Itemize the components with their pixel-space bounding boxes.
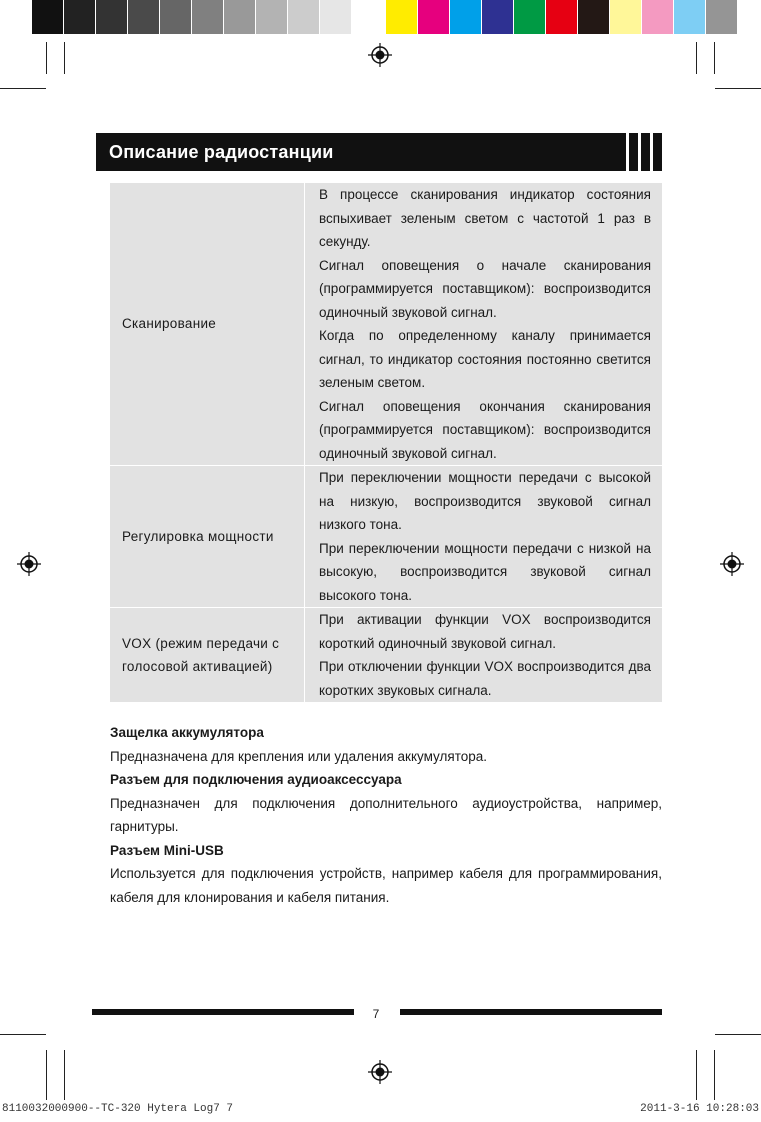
color-swatch xyxy=(610,0,642,34)
crop-mark xyxy=(0,1034,46,1035)
row-description xyxy=(305,466,663,608)
color-swatch xyxy=(96,0,128,34)
color-swatch xyxy=(128,0,160,34)
header-stripes xyxy=(626,133,662,171)
section-header xyxy=(96,133,662,171)
description-paragraph: При активации функции VOX воспроизводится короткий одиночный звуковой сигнал. xyxy=(319,612,651,651)
crop-mark xyxy=(696,42,697,74)
color-swatch xyxy=(482,0,514,34)
color-swatch xyxy=(674,0,706,34)
registration-mark-icon xyxy=(17,552,41,576)
description-paragraph: Сигнал оповещения о начале сканирования (программируется поставщиком): воспроизводится одиночный звуковой сигнал. xyxy=(319,257,651,320)
process-color-bar xyxy=(386,0,738,34)
color-swatch xyxy=(418,0,450,34)
crop-mark xyxy=(696,1050,697,1100)
color-swatch xyxy=(514,0,546,34)
row-label: Регулировка мощности xyxy=(110,466,305,608)
section-heading: Разъем для подключения аудиоаксессуара xyxy=(110,772,402,787)
crop-mark xyxy=(714,42,715,74)
section-heading: Защелка аккумулятора xyxy=(110,725,264,740)
registration-mark-icon xyxy=(368,43,392,67)
print-slug-file: 8110032000900--TC-320 Hytera Log7 7 xyxy=(2,1103,234,1115)
crop-mark xyxy=(715,88,761,89)
description-paragraph: При отключении функции VOX воспроизводится два коротких звуковых сигнала. xyxy=(319,659,651,698)
footer-rule-right xyxy=(400,1009,662,1015)
description-table xyxy=(110,183,662,702)
crop-mark xyxy=(715,1034,761,1035)
color-swatch xyxy=(642,0,674,34)
section-body: Используется для подключения устройств, например кабеля для программирования, кабеля для клонирования и кабеля питания. xyxy=(110,866,662,905)
grayscale-color-bar xyxy=(32,0,384,34)
section-body: Предназначен для подключения дополнительного аудиоустройства, например, гарнитуры. xyxy=(110,795,662,834)
crop-mark xyxy=(64,1050,65,1100)
row-description xyxy=(305,608,663,703)
print-slug-date: 2011-3-16 10:28:03 xyxy=(640,1103,759,1115)
color-swatch xyxy=(706,0,738,34)
color-swatch xyxy=(578,0,610,34)
color-swatch xyxy=(288,0,320,34)
table-row xyxy=(110,608,662,703)
description-paragraph: Сигнал оповещения окончания сканирования (программируется поставщиком): воспроизводится одиночный звуковой сигнал. xyxy=(319,398,651,461)
color-swatch xyxy=(160,0,192,34)
crop-mark xyxy=(46,42,47,74)
section-heading: Разъем Mini-USB xyxy=(110,842,224,858)
description-paragraph: При переключении мощности передачи с высокой на низкую, воспроизводится звуковой сигнал низкого тона. xyxy=(319,470,651,532)
page-title: Описание радиостанции xyxy=(109,142,334,162)
color-swatch xyxy=(320,0,352,34)
table-row xyxy=(110,466,662,608)
color-swatch xyxy=(192,0,224,34)
row-description xyxy=(305,183,663,466)
color-swatch xyxy=(32,0,64,34)
color-swatch xyxy=(386,0,418,34)
crop-mark xyxy=(46,1050,47,1100)
page-number: 7 xyxy=(372,1007,380,1021)
description-paragraph: В процессе сканирования индикатор состояния вспыхивает зеленым светом с частотой 1 раз в секунду. xyxy=(319,187,651,249)
color-swatch xyxy=(256,0,288,34)
crop-mark xyxy=(714,1050,715,1100)
registration-mark-icon xyxy=(368,1060,392,1084)
registration-mark-icon xyxy=(720,552,744,576)
description-paragraph: Когда по определенному каналу принимается сигнал, то индикатор состояния постоянно светится зеленым светом. xyxy=(319,328,651,390)
description-paragraph: При переключении мощности передачи с низкой на высокую, воспроизводится звуковой сигнал высокого тона. xyxy=(319,540,651,603)
footer-rule-left xyxy=(92,1009,354,1015)
color-swatch xyxy=(450,0,482,34)
color-swatch xyxy=(352,0,384,34)
crop-mark xyxy=(64,42,65,74)
table-row xyxy=(110,183,662,466)
color-swatch xyxy=(64,0,96,34)
color-swatch xyxy=(546,0,578,34)
row-label: VOX (режим передачи с голосовой активацией) xyxy=(110,608,305,703)
section-body: Предназначена для крепления или удаления аккумулятора. xyxy=(110,748,488,764)
feature-sections xyxy=(110,721,662,909)
crop-mark xyxy=(0,88,46,89)
row-label: Сканирование xyxy=(110,183,305,466)
color-swatch xyxy=(224,0,256,34)
